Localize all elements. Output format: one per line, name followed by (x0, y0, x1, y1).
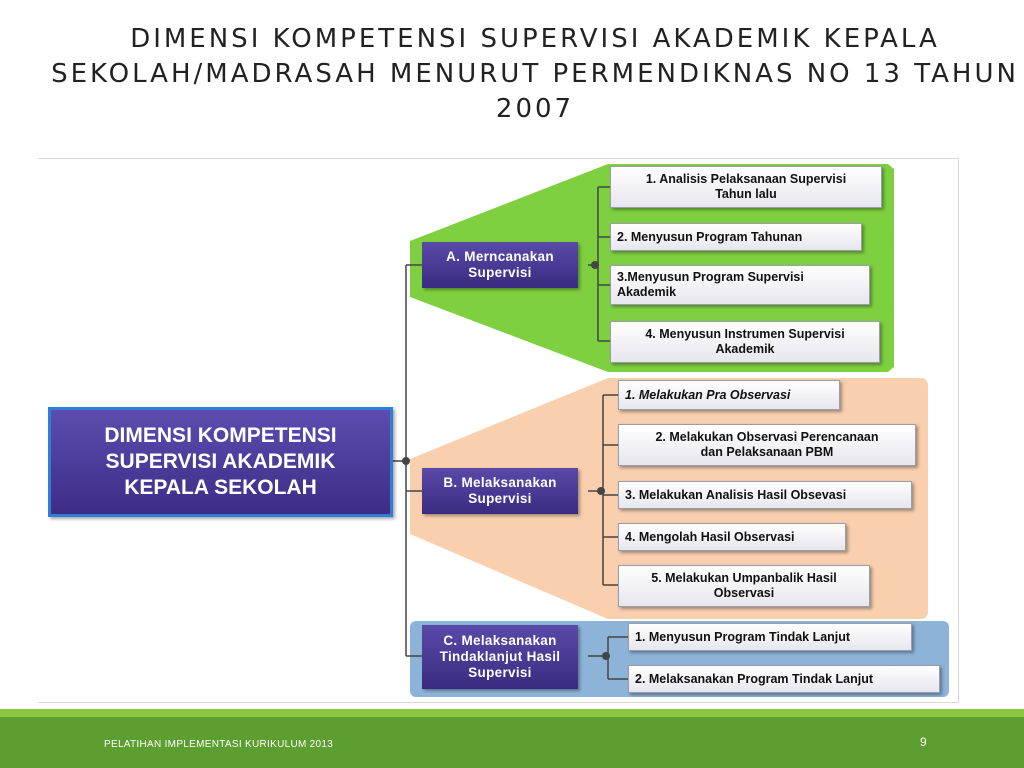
branch-a-item-2: 2. Menyusun Program Tahunan (610, 223, 862, 251)
branch-a-item-4: 4. Menyusun Instrumen Supervisi Akademik (610, 321, 880, 363)
junction-c (602, 652, 610, 660)
branch-b-item-2: 2. Melakukan Observasi Perencanaan dan Pelaksanaan PBM (618, 424, 916, 466)
junction-b (597, 487, 605, 495)
branch-c-item-2: 2. Melaksanakan Program Tindak Lanjut (628, 665, 940, 693)
branch-b-node: B. Melaksanakan Supervisi (422, 468, 578, 514)
footer-text: PELATIHAN IMPLEMENTASI KURIKULUM 2013 (104, 739, 334, 750)
branch-b-item-5: 5. Melakukan Umpanbalik Hasil Observasi (618, 565, 870, 607)
branch-c-item-1: 1. Menyusun Program Tindak Lanjut (628, 623, 912, 651)
branch-b-item-4: 4. Mengolah Hasil Observasi (618, 523, 846, 551)
branch-c-node: C. Melaksanakan Tindaklanjut Hasil Supervisi (422, 625, 578, 689)
branch-b-item-3: 3. Melakukan Analisis Hasil Obsevasi (618, 481, 912, 509)
page-number: 9 (920, 735, 927, 749)
mind-map-diagram (38, 158, 959, 703)
branch-a-node: A. Merncanakan Supervisi (422, 242, 578, 288)
slide-title: DIMENSI KOMPETENSI SUPERVISI AKADEMIK KEPALA SEKOLAH/MADRASAH MENURUT PERMENDIKNAS NO 13 TAHUN 2007 (51, 24, 1019, 124)
branch-a-item-3: 3.Menyusun Program Supervisi Akademik (610, 265, 870, 305)
footer-accent-bar (0, 709, 1024, 717)
branch-a-item-1: 1. Analisis Pelaksanaan Supervisi Tahun lalu (610, 166, 882, 208)
branch-b-item-1: 1. Melakukan Pra Observasi (618, 380, 840, 410)
junction-root (402, 457, 410, 465)
junction-a (591, 261, 599, 269)
root-node: DIMENSI KOMPETENSI SUPERVISI AKADEMIK KEPALA SEKOLAH (48, 407, 393, 517)
